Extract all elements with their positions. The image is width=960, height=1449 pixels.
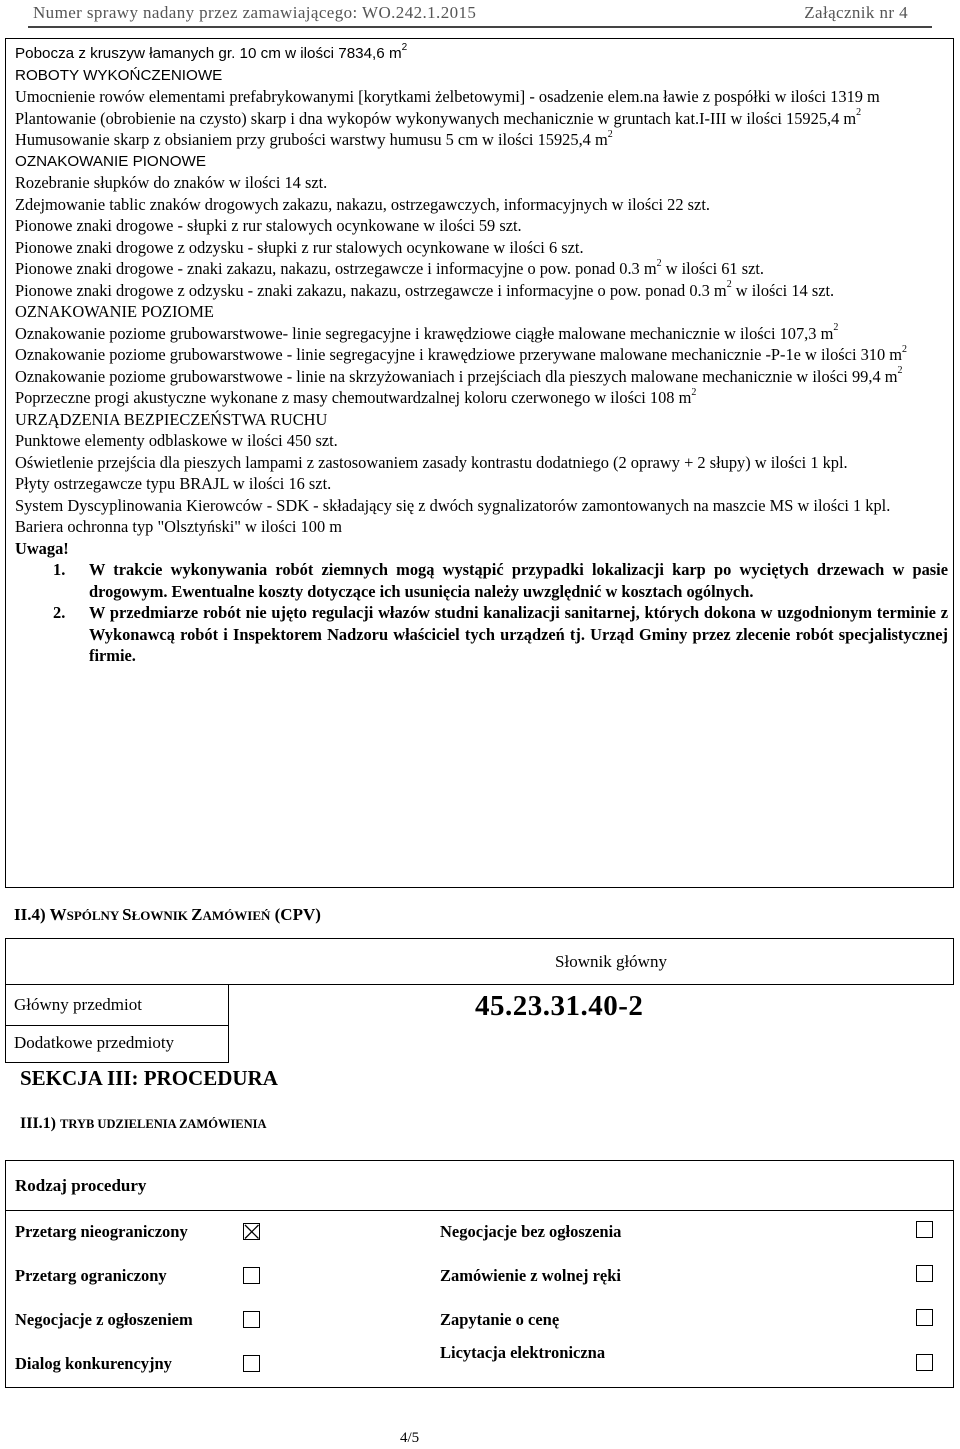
text-line: Oświetlenie przejścia dla pieszych lampami z zastosowaniem zasady kontrastu dodatniego (2 oprawy + 2 słupy) w ilości 1 kpl. [15,452,848,472]
text-line: Zdejmowanie tablic znaków drogowych zakazu, nakazu, ostrzegawczych, informacyjnych w ilości 22 szt. [15,194,710,214]
option-label: Przetarg nieograniczony [15,1222,188,1241]
section-heading: OZNAKOWANIE PIONOWE [15,152,206,170]
section-heading: URZĄDZENIA BEZPIECZEŃSTWA RUCHU [15,409,328,429]
cpv-section-title: II.4) WSPÓLNY SŁOWNIK ZAMÓWIEŃ (CPV) [14,905,321,924]
text-line: Pionowe znaki drogowe z odzysku - znaki zakazu, nakazu, ostrzegawcze i informacyjne o pow. ponad 0.3 $m^2$ w ilości 14 szt. [15,279,835,300]
note-item: 1. W trakcie wykonywania robót ziemnych mogą wystąpić przypadki lokalizacji karp po wyciętych drzewach w pasie drogowym. Ewentualne koszty dotyczące ich usunięcia należy uwzględnić w kosztach ogólnych. [53,560,948,601]
text-line: Pionowe znaki drogowe - słupki z rur stalowych ocynkowane w ilości 59 szt. [15,216,522,235]
text-line: System Dyscyplinowania Kierowców - SDK - składający się z dwóch sygnalizatorów zamontowanych na maszcie MS w ilości 1 kpl. [15,495,891,515]
text-line: Płyty ostrzegawcze typu BRAJL w ilości 16 szt. [15,474,332,493]
checkbox-przetarg-ograniczony[interactable] [243,1267,260,1284]
checkbox-zamowienie-z-wolnej-reki[interactable] [916,1265,933,1282]
cpv-column-header: Słownik główny [555,952,667,971]
attachment-label: Załącznik nr 4 [804,3,908,22]
checkbox-dialog-konkurencyjny[interactable] [243,1355,260,1372]
divider [6,1210,953,1211]
checkbox-przetarg-nieograniczony[interactable] [243,1223,260,1240]
page-header [28,2,932,28]
procedure-type-heading: Rodzaj procedury [15,1176,147,1195]
text-line: Pionowe znaki drogowe z odzysku - słupki z rur stalowych ocynkowane w ilości 6 szt. [15,237,584,257]
section-3-title: SEKCJA III: PROCEDURA [20,1066,278,1090]
checkbox-zapytanie-o-cene[interactable] [916,1309,933,1326]
option-label: Zamówienie z wolnej ręki [440,1266,622,1285]
option-label: Dialog konkurencyjny [15,1354,172,1373]
checked-x-icon [244,1224,261,1241]
cpv-main-label: Główny przedmiot [5,984,229,1026]
text-line: Pobocza z kruszyw łamanych gr. 10 cm w ilości 7834,6 $m^2$ [15,41,408,62]
option-label: Przetarg ograniczony [15,1266,167,1285]
text-line: Punktowe elementy odblaskowe w ilości 450 szt. [15,431,338,450]
text-line: Oznakowanie poziome grubowarstwowe - linie segregacyjne i krawędziowe przerywane malowane mechanicznie -P-1e w ilości 310 $m^2$ [15,343,908,364]
option-label: Zapytanie o cenę [440,1310,560,1329]
note-heading: Uwaga! [15,538,69,558]
text-line: Pionowe znaki drogowe - znaki zakazu, nakazu, ostrzegawcze i informacyjne o pow. ponad 0.3 $m^2$ w ilości 61 szt. [15,257,765,278]
cpv-main-code: 45.23.31.40-2 [475,990,644,1022]
checkbox-licytacja-elektroniczna[interactable] [916,1354,933,1371]
option-label: Negocjacje bez ogłoszenia [440,1222,622,1241]
section-heading: OZNAKOWANIE POZIOME [15,302,214,321]
text-line: Poprzeczne progi akustyczne wykonane z masy chemoutwardzalnej koloru czerwonego w ilości 108 $m^2$ [15,386,697,407]
case-number: Numer sprawy nadany przez zamawiającego: WO.242.1.2015 [33,3,477,22]
section-heading: ROBOTY WYKOŃCZENIOWE [15,66,223,84]
cpv-additional-label: Dodatkowe przedmioty [5,1025,229,1063]
option-label: Licytacja elektroniczna [440,1343,606,1362]
text-line: Umocnienie rowów elementami prefabrykowanymi [korytkami żelbetowymi] - osadzenie elem.na ławie z pospółki w ilości 1319 m [15,87,880,106]
text-line: Bariera ochronna typ "Olsztyński" w ilości 100 m [15,517,343,536]
text-line: Plantowanie (obrobienie na czysto) skarp i dna wykopów wykonywanych mechanicznie w gruntach kat.I-III w ilości 15925,4 $m^2$ [15,107,862,128]
notes-list [15,559,948,667]
procedure-type-box [5,1160,954,1388]
page-number: 4/5 [400,1430,420,1446]
text-line: Rozebranie słupków do znaków w ilości 14 szt. [15,173,328,192]
checkbox-negocjacje-bez-ogloszenia[interactable] [916,1221,933,1238]
procedure-mode-title: III.1) TRYB UDZIELENIA ZAMÓWIENIA [20,1115,267,1132]
text-line: Oznakowanie poziome grubowarstwowe- linie segregacyjne i krawędziowe ciągłe malowane mechanicznie w ilości 107,3 $m^2$ [15,322,839,343]
scope-of-work-box [5,38,954,888]
note-item: 2. W przedmiarze robót nie ujęto regulacji włazów studni kanalizacji sanitarnej, których dokona w uzgodnionym terminie z Wykonawcą robót i Inspektorem Nadzoru właściciel tych urządzeń tj. Urząd Gminy przez zlecenie robót specjalistycznej firmie. [53,603,948,665]
checkbox-negocjacje-z-ogloszeniem[interactable] [243,1311,260,1328]
text-line: Oznakowanie poziome grubowarstwowe - linie na skrzyżowaniach i przejściach dla pieszych malowane mechanicznie w ilości 99,4 $m^2$ [15,365,903,386]
cpv-header-row [5,938,954,985]
text-line: Humusowanie skarp z obsianiem przy grubości warstwy humusu 5 cm w ilości 15925,4 $m^2$ [15,128,613,149]
option-label: Negocjacje z ogłoszeniem [15,1310,193,1329]
